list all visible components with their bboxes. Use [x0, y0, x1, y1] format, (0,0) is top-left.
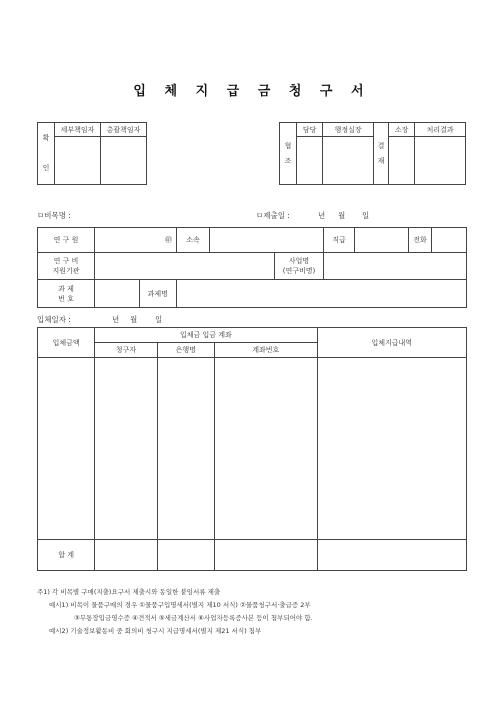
approval-table — [279, 122, 466, 185]
project-name-label-2: (연구비명) — [282, 267, 316, 275]
details-body-cell[interactable] — [317, 358, 466, 540]
task-title-label: 과제명 — [139, 280, 176, 308]
affiliation-label: 소속 — [177, 228, 210, 253]
project-name-label — [275, 253, 324, 280]
example-2: 예시2) 기술정보활동비 중 회의비 청구시 지급명세서(별지 제21 서식) 첨부 — [49, 627, 262, 635]
task-number-input-cell[interactable] — [95, 280, 140, 308]
total-account-cell[interactable] — [214, 540, 317, 571]
total-bank-cell[interactable] — [157, 540, 214, 571]
account-number-header: 계좌번호 — [214, 343, 317, 358]
admin-head-sign-cell[interactable] — [323, 137, 374, 185]
details-header: 입체지급내역 — [317, 328, 466, 358]
position-input-cell[interactable] — [355, 228, 409, 253]
fund-agency-label — [38, 253, 95, 280]
affiliation-input-cell[interactable] — [210, 228, 324, 253]
task-number-label-2: 번 호 — [58, 294, 74, 303]
director-header: 소장 — [388, 123, 414, 137]
decision-label-cell — [373, 123, 388, 185]
example-1-line-1: 예시1) 비목이 물품구매의 경우 ①물품구입명세서(별지 제10 서식) ②물품청구서·출급증 2부 — [49, 601, 311, 609]
fund-agency-label-1: 연 구 비 — [53, 257, 79, 265]
fund-agency-input-cell[interactable] — [95, 253, 275, 280]
note-1: 주1) 각 비목별 구매(지출)요구서 제출시와 동일한 붙임서류 제출 — [37, 588, 221, 596]
researcher-label: 연 구 원 — [38, 228, 95, 253]
director-sign-cell[interactable] — [388, 137, 414, 185]
payment-year-label: 년 — [112, 315, 120, 324]
general-manager-header: 총괄책임자 — [101, 123, 147, 137]
phone-label: 전화 — [409, 228, 432, 253]
claimant-header: 청구자 — [95, 343, 157, 358]
researcher-table — [37, 227, 467, 308]
submit-year-label: 년 — [318, 211, 326, 220]
project-name-input-cell[interactable] — [324, 253, 467, 280]
phone-input-cell[interactable] — [432, 228, 467, 253]
task-number-label — [38, 280, 95, 308]
payment-date-label: 입체일자 : — [37, 315, 71, 324]
total-details-cell[interactable] — [317, 540, 466, 571]
submit-month-label: 월 — [338, 211, 346, 220]
cooperation-label-cell — [280, 123, 297, 185]
staff-header: 담당 — [297, 123, 323, 137]
seal-mark: ㊞ — [165, 236, 172, 244]
result-header: 처리결과 — [415, 123, 466, 137]
staff-sign-cell[interactable] — [297, 137, 323, 185]
total-claimant-cell[interactable] — [95, 540, 157, 571]
submit-day-label: 일 — [362, 211, 370, 220]
expense-name-label: ㅁ비목명 : — [37, 211, 71, 220]
general-manager-sign-cell[interactable] — [101, 137, 147, 185]
amount-header: 입체금액 — [38, 328, 95, 358]
task-title-input-cell[interactable] — [177, 280, 467, 308]
decision-label-2: 재 — [377, 156, 385, 165]
admin-head-header: 행정실장 — [323, 123, 374, 137]
result-sign-cell[interactable] — [415, 137, 466, 185]
cooperation-label-1: 협 — [284, 141, 292, 150]
bank-header: 은행명 — [157, 343, 214, 358]
confirm-table — [37, 122, 147, 185]
payment-table — [37, 327, 467, 571]
decision-label-1: 결 — [377, 141, 385, 150]
confirm-label-1: 확 — [42, 134, 50, 142]
account-number-body-cell[interactable] — [214, 358, 317, 540]
amount-body-cell[interactable] — [38, 358, 95, 540]
cooperation-label-2: 조 — [284, 156, 292, 165]
submit-date-label: ㅁ제출일 : — [256, 211, 290, 220]
task-number-label-1: 과 제 — [58, 284, 74, 293]
total-label: 합 계 — [38, 540, 95, 571]
detail-manager-header: 세부책임자 — [55, 123, 101, 137]
payment-month-label: 월 — [130, 315, 138, 324]
confirm-label-2: 인 — [42, 164, 50, 172]
document-title: 입 체 지 급 금 청 구 서 — [133, 84, 371, 99]
claimant-body-cell[interactable] — [95, 358, 157, 540]
fund-agency-label-2: 지원기관 — [52, 267, 80, 275]
researcher-input-cell[interactable] — [95, 228, 177, 253]
bank-body-cell[interactable] — [157, 358, 214, 540]
position-label: 직급 — [324, 228, 355, 253]
project-name-label-1: 사업명 — [288, 257, 310, 265]
account-group-header: 입체금 입금 계좌 — [95, 328, 317, 343]
confirm-label-cell — [38, 123, 55, 185]
example-1-line-2: ③무통장입금영수증 ④견적서 ⑤세금계산서 ⑥사업자등록증사본 등이 첨부되어야 함. — [74, 614, 313, 622]
payment-day-label: 일 — [155, 315, 163, 324]
detail-manager-sign-cell[interactable] — [55, 137, 101, 185]
